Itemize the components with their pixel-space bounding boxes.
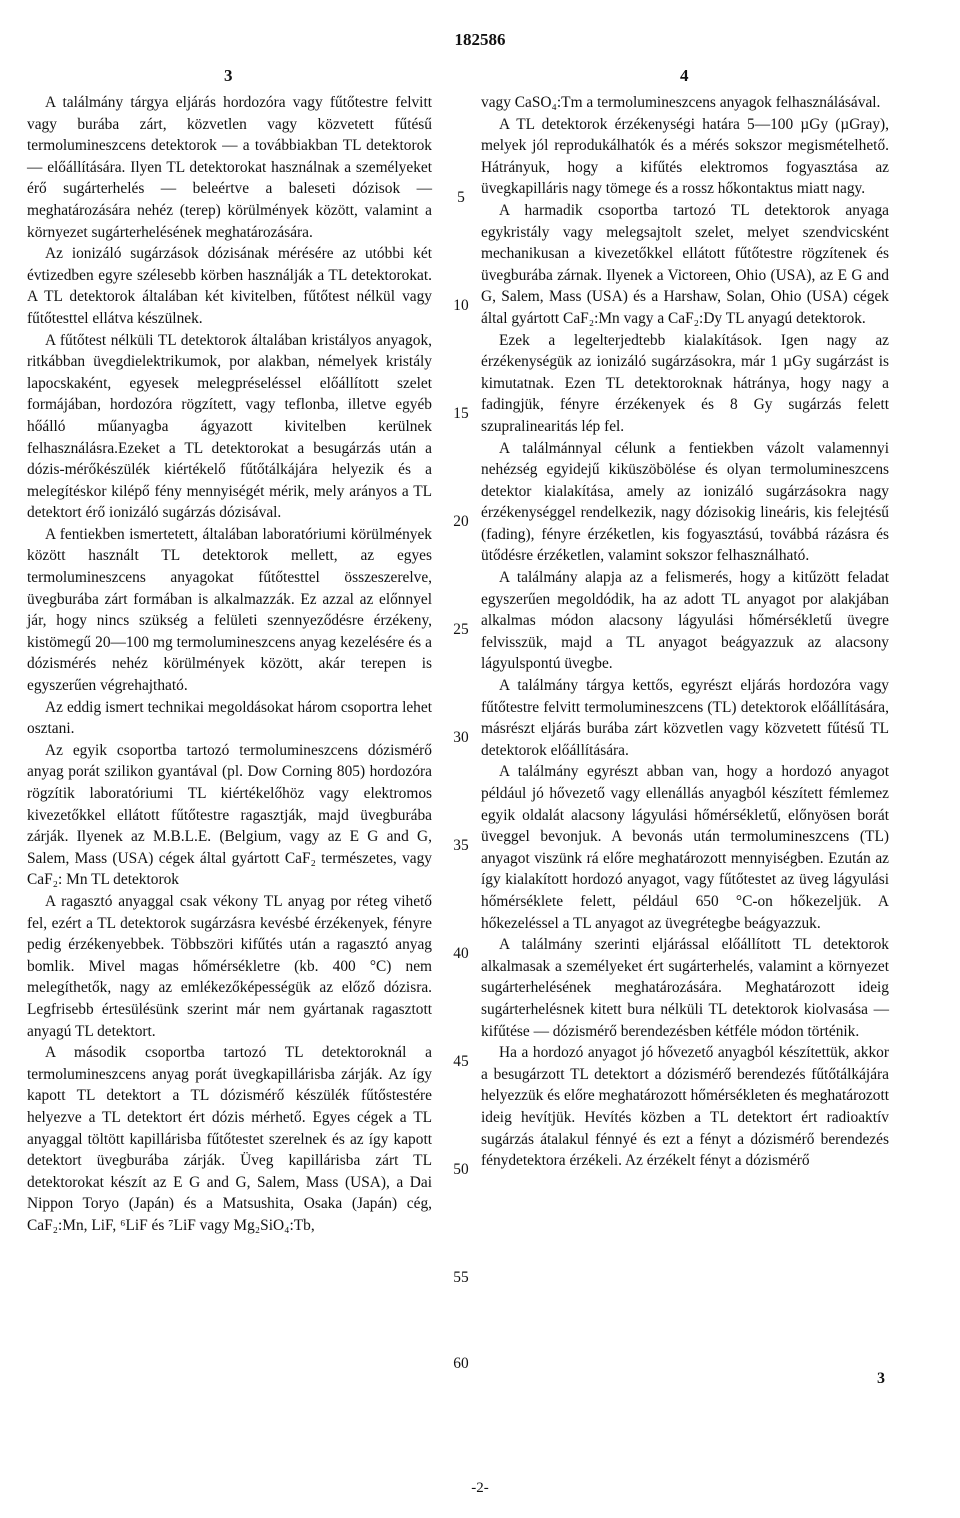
line-number: 45 [453, 1053, 469, 1070]
line-number: 10 [453, 297, 469, 314]
line-number: 5 [457, 189, 465, 206]
line-number: 50 [453, 1161, 469, 1178]
line-number: 60 [453, 1355, 469, 1372]
paragraph: A harmadik csoportba tartozó TL detektorok anyaga egykristály vagy melegsajtolt szelet, melyet szendvicsként mechanikusan a kivezetőkkel ellátott fűtőtestre rögzítenek és üvegburába zárnak. Ilyenek a Victoreen, Ohio (USA), az E G and G, Salem, Mass (USA) és a Harshaw, Solan, Ohio (USA) cégek által gyártott CaF₂:Mn vagy a CaF₂:Dy TL anyagú detektorok. [481, 201, 889, 327]
paragraph: Az ionizáló sugárzások dózisának mérésére az utóbbi két évtizedben egyre szélesebb körben használják a TL detektorokat. A TL detektorok általában két kivitelben, fűtőtest nélkül vagy fűtőtesttel ellátva készülnek. [27, 245, 432, 327]
paragraph: A fűtőtest nélküli TL detektorok általában kristályos anyagok, ritkábban üvegdielektrikumok, por alakban, némelyek kristály lapocskaként, egyesek melegpréseléssel előállított szelet formájában, hordozóra rögzített, vagy teflonba, illetve egyéb hőálló műanyagba ágyazott kivitelben kerülnek felhasználásra.Ezeket a TL detektorokat a besugárzás után a dózis-mérőkészülék kiértékelő fűtőtálkájára helyezik és a melegítéskor kilépő fény mennyiségét mérik, mely arányos a TL detektort érő ionizáló sugárzás dózisával. [27, 331, 432, 522]
paragraph: Az egyik csoportba tartozó termolumineszcens dózismérő anyag porát szilikon gyantával (pl. Dow Corning 805) hordozóra rögzítik laboratóriumi TL kiértékelőhöz vagy elektromos kivezetőkkel ellátott fűtőtestre ragasztják, majd üvegburába zárják. Ilyenek az M.B.L.E. (Belgium, vagy az E G and G, Salem, Mass (USA) cégek által gyártott CaF₂ természetes, vagy CaF₂: Mn TL detektorok [27, 741, 432, 889]
paragraph: A TL detektorok érzékenységi határa 5—100 µGy (µGray), melyek jól reprodukálhatók és a mérés sokszor megismételhető. Hátrányuk, hogy a kifűtés elektromos fogyasztása az üvegkapilláris nagy tömege és a rossz hőkontaktus miatt nagy. [481, 115, 889, 198]
patent-number: 182586 [454, 30, 506, 49]
paragraph: A találmány tárgya kettős, egyrészt eljárás hordozóra vagy fűtőtestre felvitt termolumineszcens (TL) detektorok előállítására, másrészt eljárás burába zárt közvetlen vagy közvetett fűtésű TL detektorok előállítására. [481, 677, 889, 759]
paragraph: A találmány szerinti eljárással előállított TL detektorok alkalmasak a személyeket ért sugárterhelés, valamint a környezet sugárterhelésének meghatározására. Meghatározott ideig sugárterhelésnek kitett bura nélküli TL detektorok kiolvasása — kifűtése — dózismérő berendezésben kétféle módon történik. [481, 936, 889, 1040]
left-column-number: 3 [224, 66, 233, 85]
paragraph: Ha a hordozó anyagot jó hővezető anyagból készítettük, akkor a besugárzott TL detektort a dózismérő berendezés fűtőtálkájára helyezzük és előre meghatározott hőmérsékleten és meghatározott ideig hevítjük. Hevítés közben a TL detektort ért radioaktív sugárzás átalakul fénnyé és ezt a fényt a dózismérő berendezés fénydetektora érzékeli. Az érzékelt fényt a dózismérő [481, 1044, 889, 1170]
corner-page-number: 3 [877, 1370, 885, 1387]
paragraph: Az eddig ismert technikai megoldásokat három csoportra lehet osztani. [27, 698, 432, 738]
paragraph: vagy CaSO₄:Tm a termolumineszcens anyagok felhasználásával. [481, 94, 881, 111]
line-number: 30 [453, 729, 469, 746]
paragraph: A fentiekben ismertetett, általában laboratóriumi körülmények között használt TL detektorok mellett, az egyes termolumineszcens anyagokat fűtőtesttel összeszerelve, üvegburába zárt formában is alkalmazzák. Ez azzal az előnnyel jár, hogy nincs szükség a felületi szennyeződésre érzékeny, kistömegű 20—100 mg termolumineszcens anyag kezelésére és a dózismérés nehéz körülmények között, akár terepen is egyszerűen végrehajtható. [27, 525, 432, 695]
paragraph: A ragasztó anyaggal csak vékony TL anyag por réteg vihető fel, ezért a TL detektorok sugárzásra kevésbé érzékenyek, fényre pedig érzékenyebbek. Többszöri kifűtés után a ragasztó anyag bomlik. Mivel magas hőmérsékletre (kb. 400 °C) nem melegíthetők, nagy az emlékezőképességük az előző dózisra. Legfrisebb értesülésünk szerint már nem gyártanak ragasztott anyagú TL detektort. [27, 892, 432, 1040]
page-marker: -2- [471, 1480, 489, 1496]
line-number: 55 [453, 1269, 469, 1286]
paragraph: A találmány tárgya eljárás hordozóra vagy fűtőtestre felvitt vagy burába zárt, közvetlen vagy közvetett fűtésű termolumineszcens detektorok — a továbbiakban TL detektorok — előállítására. Ilyen TL detektorokat használnak a személyeket érő sugárterhelés — beleértve a baleseti dózisok — meghatározására nehéz (terep) körülmények között, valamint a környezet sugárterhelésének meghatározására. [27, 94, 432, 241]
right-text-column [481, 92, 889, 1172]
line-number: 15 [453, 405, 469, 422]
line-number: 40 [453, 945, 469, 962]
paragraph: A találmány egyrészt abban van, hogy a hordozó anyagot például jó hővezető vagy ellenállás anyagból készített fémlemez egyik oldalát alacsony lágyulási hőmérsékletű, előnyösen borát üveggel bevonjuk. A bevonás után termolumineszcens (TL) anyagot viszünk rá előre meghatározott mennyiségben. Ezután az így kialakított hordozó anyagot, vagy fűtőtestet az üveg lágyulási hőmérséklete felett, például 650 °C-on hőkezeljük. A hőkezeléssel a TL anyagot az üvegrétegbe beágyazzuk. [481, 763, 889, 932]
left-text-column [27, 92, 432, 1236]
line-number: 35 [453, 837, 469, 854]
line-number: 25 [453, 621, 469, 638]
paragraph: A második csoportba tartozó TL detektoroknál a termolumineszcens anyag porát üvegkapillárisba zárják. Az így kapott TL detektort a TL dózismérő készülék fűtőstestére helyezve a TL detektort ért dózis mérhető. Egyes cégek a TL anyaggal töltött kapillárisba fűtőtestet szerelnek és az így kapott detektort üvegburába zárják. Üveg kapillárisba zárt TL detektorokat készít az E G and G, Salem, Mass (USA), a Dai Nippon Toryo (Japán) és a Matsushita, Osaka (Japán) cég, CaF₂:Mn, LiF, ⁶LiF és ⁷LiF vagy Mg₂SiO₄:Tb, [27, 1044, 432, 1234]
line-number: 20 [453, 513, 469, 530]
paragraph: Ezek a legelterjedtebb kialakítások. Igen nagy az érzékenységük az ionizáló sugárzásokra, már 1 µGy sugárzást is kimutatnak. Ezen TL detektoroknak hátránya, hogy nagy a fadingjük, fényre érzékenyek és 8 Gy sugárzás felett szupralinearitás lép fel. [481, 331, 889, 435]
paragraph: A találmány alapja az a felismerés, hogy a kitűzött feladat egyszerűen megoldódik, ha az adott TL anyagot por alakjában alkalmas módon alacsony lágyulási hőmérsékletű üvegre felvisszük, majd a TL anyagot beágyazzuk az alacsony lágyulspontú üvegbe. [481, 569, 889, 673]
paragraph: A találmánnyal célunk a fentiekben vázolt valamennyi nehézség egyidejű kiküszöbölése és olyan termolumineszcens detektor kialakítása, amely az ionizáló sugárzásokra nagy érzékenységgel rendelkezik, nagy dózisokig lineáris, kis felejtésű (fading), fényre érzéketlen, kis fogyasztású, továbbá rázásra és ütődésre érzéketlen, valamint sokszor felhasználható. [481, 439, 889, 565]
right-column-number: 4 [680, 66, 689, 85]
